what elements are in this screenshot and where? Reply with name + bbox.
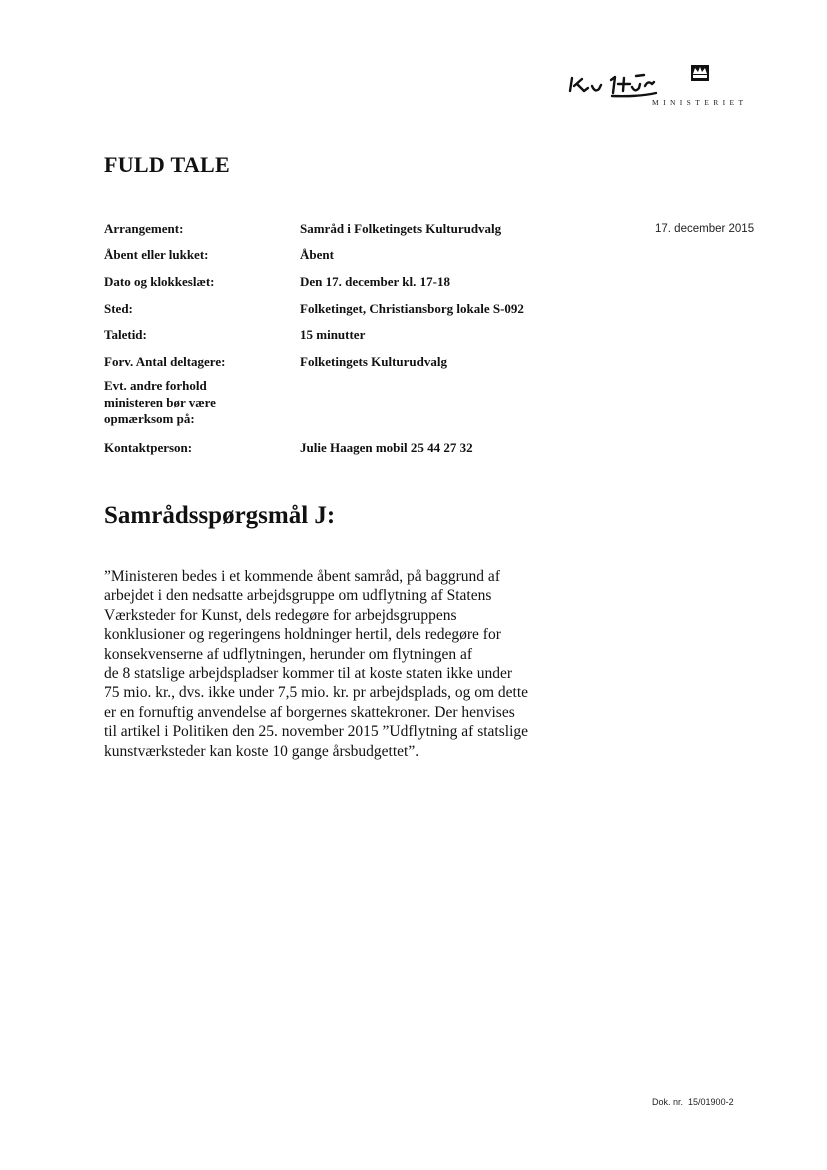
- info-label: Taletid:: [104, 327, 147, 342]
- info-value: Den 17. december kl. 17-18: [300, 274, 450, 289]
- kultur-signature-logo: [566, 60, 752, 100]
- info-value: Samråd i Folketingets Kulturudvalg: [300, 221, 502, 236]
- document-date: 17. december 2015: [655, 223, 755, 235]
- info-label: Forv. Antal deltagere:: [104, 354, 226, 369]
- info-label: Evt. andre forhold ministeren bør være opmærksom på:: [104, 378, 216, 426]
- question-line: arbejdet i den nedsatte arbejdsgruppe om udflytning af Statens: [104, 587, 492, 605]
- info-label: Arrangement:: [104, 221, 184, 236]
- info-value: 15 minutter: [300, 327, 366, 342]
- question-line: er en fornuftig anvendelse af borgernes skattekroner. Der henvises: [104, 703, 515, 721]
- question-line: Værksteder for Kunst, dels redegøre for arbejdsgruppens: [104, 606, 457, 624]
- doc-number-label: Dok. nr.: [652, 1097, 684, 1107]
- info-row: [104, 274, 604, 301]
- question-text: [104, 567, 604, 761]
- info-label: Sted:: [104, 301, 133, 316]
- info-value: Julie Haagen mobil 25 44 27 32: [300, 440, 473, 455]
- info-row: [104, 301, 604, 327]
- info-label: Åbent eller lukket:: [104, 247, 209, 262]
- question-line: til artikel i Politiken den 25. november 2015 ”Udflytning af statslige: [104, 723, 529, 741]
- question-line: 75 mio. kr., dvs. ikke under 7,5 mio. kr. pr arbejdsplads, og om dette: [104, 684, 529, 702]
- info-label: Dato og klokkeslæt:: [104, 274, 215, 289]
- info-value: Åbent: [300, 247, 334, 262]
- info-value: Folketingets Kulturudvalg: [300, 354, 447, 369]
- ministeriet-text: MINISTERIET: [652, 98, 748, 107]
- info-row: [104, 440, 604, 456]
- document-number: [652, 1097, 734, 1107]
- question-heading: Samrådsspørgsmål J:: [104, 502, 336, 529]
- info-row: [104, 327, 604, 354]
- question-line: de 8 statslige arbejdspladser kommer til at koste staten ikke under: [104, 665, 513, 683]
- info-row: [104, 247, 604, 274]
- info-row: [104, 378, 604, 440]
- document-title: FULD TALE: [104, 152, 230, 177]
- info-value: [264, 378, 604, 440]
- doc-number-value: 15/01900-2: [688, 1097, 734, 1107]
- crown-emblem-icon: [691, 65, 709, 81]
- info-value: Folketinget, Christiansborg lokale S-092: [300, 301, 524, 316]
- question-line: konsekvenserne af udflytningen, herunder om flytningen af: [104, 645, 473, 663]
- question-line: konklusioner og regeringens holdninger hertil, dels redegøre for: [104, 626, 501, 644]
- question-line: ”Ministeren bedes i et kommende åbent samråd, på baggrund af: [104, 568, 500, 585]
- event-info-table: [104, 221, 604, 456]
- info-row: [104, 221, 604, 247]
- info-label: Kontaktperson:: [104, 440, 193, 455]
- info-row: [104, 354, 604, 378]
- kulturministeriet-logo: [566, 60, 752, 112]
- question-line: kunstværksteder kan koste 10 gange årsbudgettet”.: [104, 742, 420, 760]
